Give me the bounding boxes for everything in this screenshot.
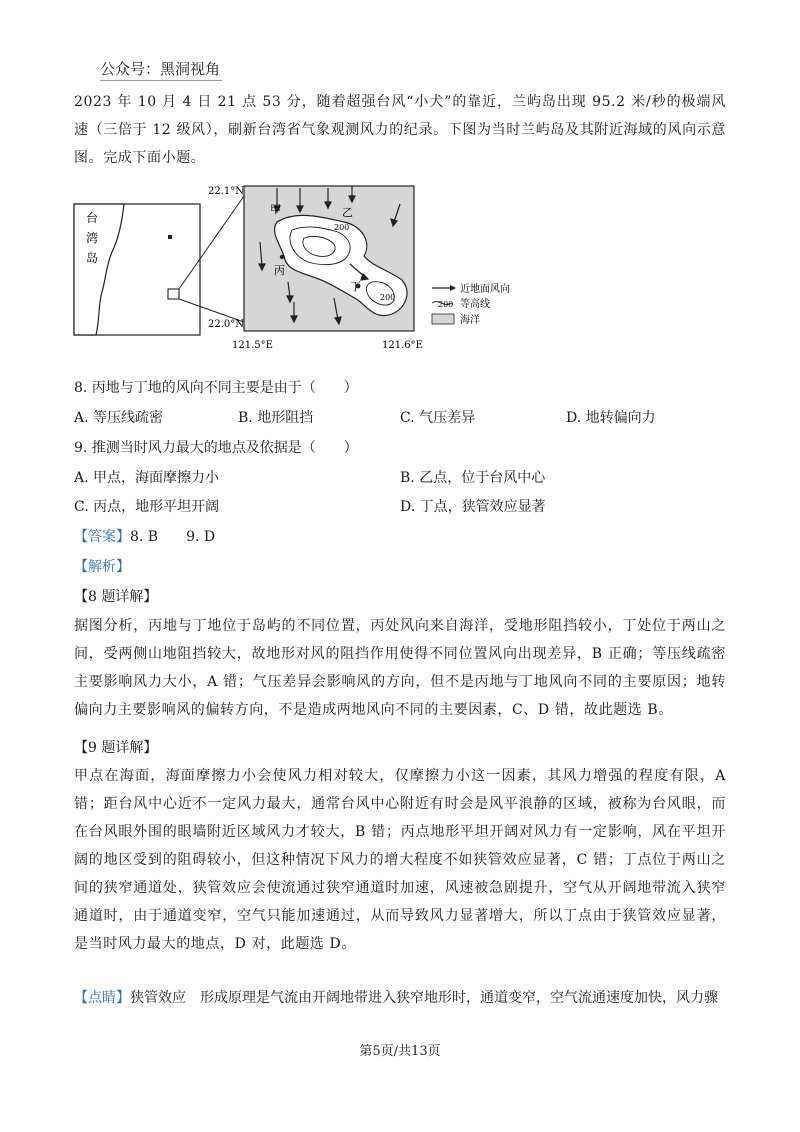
island-label-char-2: 湾 [86,231,99,245]
q8-option-a: A. 等压线疏密 [74,410,164,426]
analysis-tag: 【解析】 [74,559,130,575]
q9-option-b: B. 乙点，位于台风中心 [400,470,546,486]
point-yi: 乙 [342,206,353,219]
lat-top-label: 22.1°N [208,186,245,197]
tip-tag: 【点睛】 [74,990,130,1006]
wind-direction-map-figure [72,182,552,354]
lon-left-label: 121.5°E [232,340,273,351]
legend-wind-label: 近地面风向 [460,284,510,295]
legend-contour-value: 200 [438,300,454,309]
q8-option-c: C. 气压差异 [400,410,476,426]
watermark-text: 公众号：黑洞视角 [100,58,222,81]
q9-option-d: D. 丁点，狭管效应显著 [400,499,546,515]
q9-option-a: A. 甲点，海面摩擦力小 [74,470,220,486]
q8-option-d: D. 地转偏向力 [566,410,656,426]
detail-9-text: 甲点在海面，海面摩擦力小会使风力相对较大，仅摩擦力小这一因素，其风力增强的程度有限，A 错；距台风中心近不一定风力最大，通常台风中心附近有时会是风平浪静的区域，被称为台风眼，而在台风眼外围的眼墙附近区域风力才较大，B 错；丙点地形平坦开阔对风力有一定影响，风在平坦开阔的地区受到的阻碍较小，但这种情况下风力的增大程度不如狭管效应显著，C 错；丁点位于两山之间的狭窄通道处，狭管效应会使流通过狭窄通道时加速，风速被急剧提升，空气从开阔地带流入狭窄通道时，由于通道变窄，空气只能加速通过，从而导致风力显著增大，所以丁点由于狭管效应显著，是当时风力最大的地点，D 对，此题选 D。 [74,768,726,952]
answer-text: 8. B 9. D [130,529,216,545]
taiwan-inset-map [74,196,244,335]
tip-line [74,988,718,1008]
point-jia: 甲 [270,203,281,216]
tip-text: 狭管效应 形成原理是气流由开阔地带进入狭窄地形时，通道变窄，空气流通速度加快，风力骤 [130,990,718,1006]
q8-option-b: B. 地形阻挡 [238,410,314,426]
q9-stem: 9. 推测当时风力最大的地点及依据是（ ） [74,440,358,456]
intro-paragraph: 2023 年 10 月 4 日 21 点 53 分，随着超强台风“小犬”的靠近，兰屿岛出现 95.2 米/秒的极端风速（三倍于 12 级风），刷新台湾省气象观测风力的纪录。下图为当时兰屿岛及其附近海域的风向示意图。完成下面小题。 [74,94,726,166]
q8-stem: 8. 丙地与丁地的风向不同主要是由于（ ） [74,380,358,396]
detail-8-title: 【8 题详解】 [74,589,158,605]
q9-option-c: C. 丙点，地形平坦开阔 [74,499,220,515]
point-ding: 丁 [350,280,361,293]
lon-right-label: 121.6°E [382,340,423,351]
answer-line [74,527,215,547]
legend-contour-label: 等高线 [460,299,490,310]
legend-ocean-label: 海洋 [460,315,480,326]
point-bing: 丙 [274,264,285,277]
page-footer: 第5页/共13页 [359,1044,441,1059]
detail-8-text: 据图分析，丙地与丁地位于岛屿的不同位置，丙处风向来自海洋，受地形阻挡较小，丁处位于两山之间，受两侧山地阻挡较大，故地形对风的阻挡作用使得不同位置风向出现差异，B 正确；等压线疏密主要影响风力大小，A 错；气压差异会影响风的方向，但不是丙地与丁地风向不同的主要原因；地转偏向力主要影响风的偏转方向，不是造成两地风向不同的主要因素，C、D 错，故此题选 B。 [74,618,726,718]
island-label-char-3: 岛 [86,251,99,265]
contour-label-2: 200 [380,293,396,302]
detail-9-title: 【9 题详解】 [74,740,158,756]
answer-tag: 【答案】 [74,529,130,545]
lat-bottom-label: 22.0°N [208,319,245,330]
island-label-char-1: 台 [86,211,99,225]
contour-label-1: 200 [334,223,350,232]
